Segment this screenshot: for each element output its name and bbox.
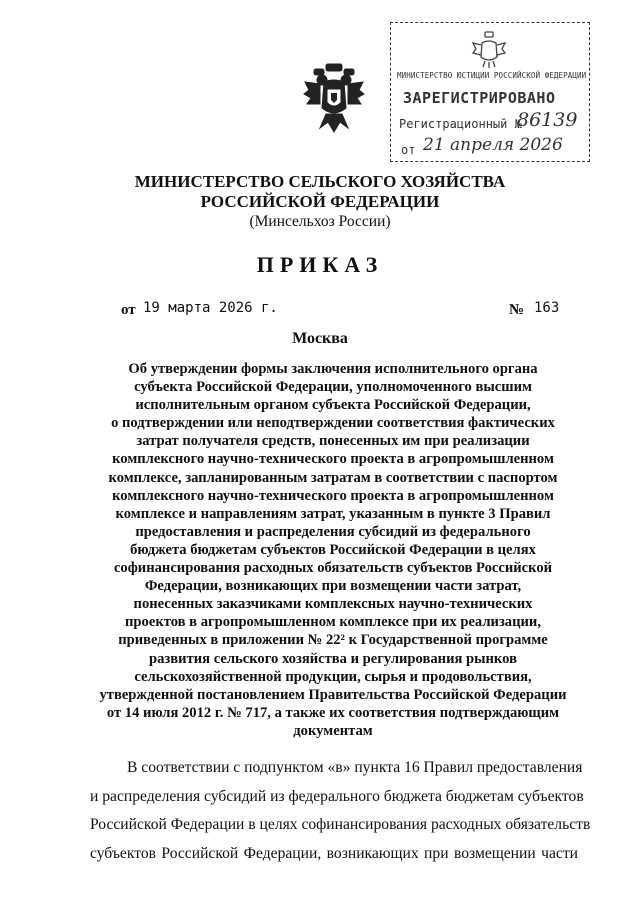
stamp-registered-text: ЗАРЕГИСТРИРОВАНО [403,89,556,107]
body-line: Российской Федерации в целях софинансирования расходных обязательств [90,816,591,833]
coat-of-arms-icon [302,62,366,136]
subject-line: комплексе и направлениям затрат, указанным в пункте 3 Правил [115,505,551,522]
order-body [90,754,591,868]
subject-line: Об утверждении формы заключения исполнительного органа [128,361,538,377]
subject-line: документам [293,722,373,739]
order-number: 163 [534,300,560,316]
stamp-regno-label: Регистрационный № [399,117,522,131]
subject-line: развития сельского хозяйства и регулирования рынков [149,650,517,667]
order-subject [90,360,576,740]
subject-line: проектов в агропромышленном комплексе при их реализации, [125,614,541,631]
stamp-date-prefix: от [401,143,416,157]
body-line: субъектов Российской Федерации, возникающих при возмещении части [90,844,578,862]
subject-line: субъекта Российской Федерации, уполномоченного высшим [134,379,532,396]
subject-line: о подтверждении или неподтверждении соответствия фактических [111,415,555,432]
ministry-name-line2: РОССИЙСКОЙ ФЕДЕРАЦИИ [200,192,440,211]
order-date-label: от [121,302,136,318]
ministry-short-name: (Минсельхоз России) [249,213,391,230]
subject-line: сельскохозяйственной продукции, сырья и продовольствия, [134,668,532,685]
body-line: В соответствии с подпунктом «в» пункта 16 Правил предоставления [127,759,583,776]
stamp-regno-value: 86139 [517,109,578,131]
order-number-label: № [509,302,525,318]
subject-line: софинансирования расходных обязательств субъектов Российской [113,560,553,577]
body-line: и распределения субсидий из федерального бюджета бюджетам субъектов [90,787,584,805]
stamp-emblem-icon [471,29,507,69]
registration-stamp [390,22,590,162]
subject-line: затрат получателя средств, понесенных им при реализации [136,433,530,450]
stamp-date-value: 21 апреля 2026 [423,135,563,155]
order-title: ПРИКАЗ [256,252,384,277]
subject-line: утвержденной постановлением Правительства Российской Федерации [99,686,567,703]
subject-line: комплексного научно-технического проекта в агропромышленном [112,487,554,504]
subject-line: понесенных заказчиками комплексных научно-технических [133,596,533,613]
subject-line: от 14 июля 2012 г. № 717, а также их соответствия подтверждающим [106,704,560,721]
subject-line: комплексного научно-технического проекта в агропромышленном [112,451,554,468]
order-city: Москва [292,330,348,347]
subject-line: комплексе, запланированным затратам в соответствии с паспортом [108,469,558,486]
subject-line: предоставления и распределения субсидий из федерального [135,523,531,540]
ministry-name-line1: МИНИСТЕРСТВО СЕЛЬСКОГО ХОЗЯЙСТВА [134,172,506,191]
stamp-ministry-text: МИНИСТЕРСТВО ЮСТИЦИИ РОССИЙСКОЙ ФЕДЕРАЦИИ [397,71,587,80]
subject-line: Федерации, возникающих при возмещении части затрат, [144,578,522,595]
subject-line: бюджета бюджетам субъектов Российской Федерации в целях [130,541,536,558]
order-date: 19 марта 2026 г. [143,300,278,316]
subject-line: исполнительным органом субъекта Российской Федерации, [135,397,531,414]
subject-line: приведенных в приложении № 22² к Государственной программе [118,632,548,649]
